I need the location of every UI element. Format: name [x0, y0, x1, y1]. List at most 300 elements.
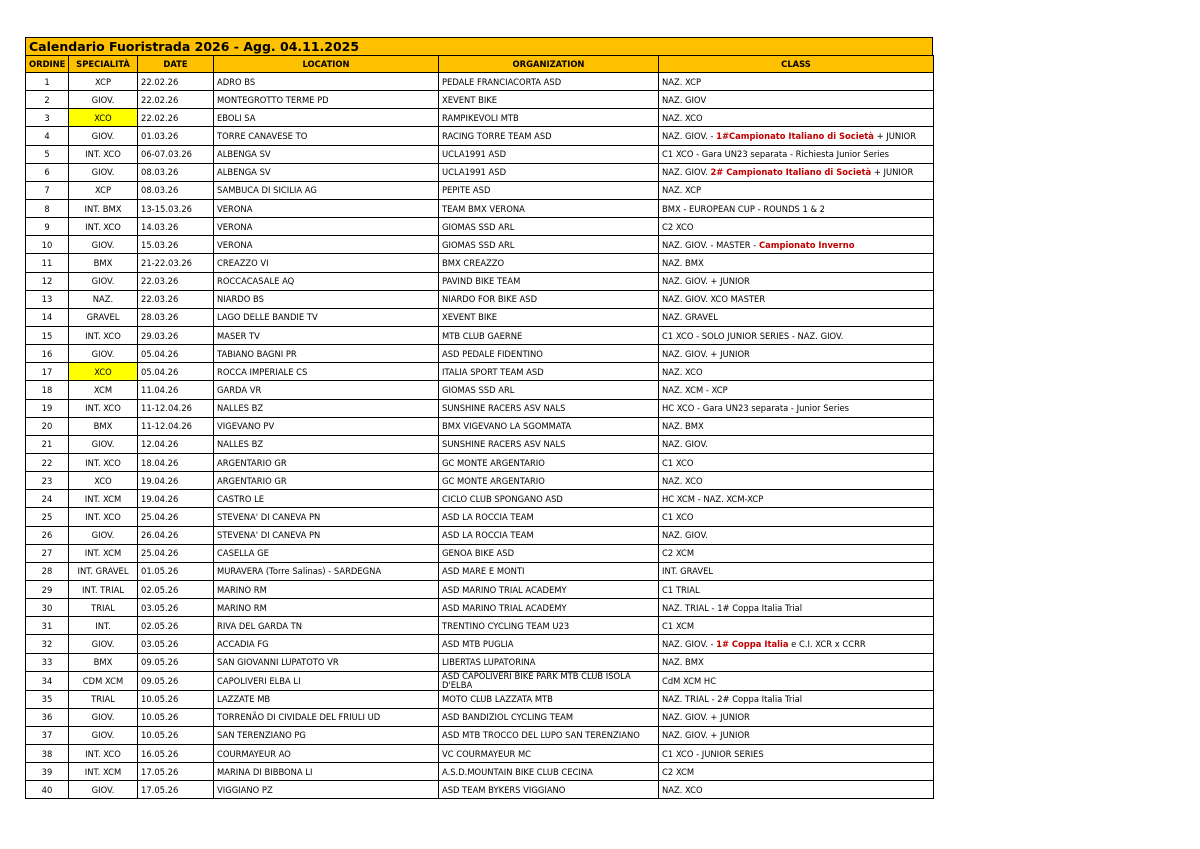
- cell-specialita: INT. BMX: [69, 199, 138, 217]
- cell-ordine: 27: [26, 544, 69, 562]
- cell-location: STEVENA' DI CANEVA PN: [214, 526, 439, 544]
- cell-ordine: 23: [26, 472, 69, 490]
- cell-specialita: INT. XCO: [69, 453, 138, 471]
- table-row: [26, 599, 934, 617]
- cell-location: VERONA: [214, 218, 439, 236]
- cell-location: CASELLA GE: [214, 544, 439, 562]
- table-row: [26, 617, 934, 635]
- cell-class: [659, 708, 934, 726]
- cell-location: TORRE CANAVESE TO: [214, 127, 439, 145]
- cell-specialita: INT. XCO: [69, 218, 138, 236]
- cell-ordine: 16: [26, 345, 69, 363]
- cell-date: 10.05.26: [138, 690, 214, 708]
- table-row: [26, 163, 934, 181]
- class-text: C1 XCO: [662, 457, 694, 468]
- cell-organization: ASD MARE E MONTI: [439, 562, 659, 580]
- cell-organization: UCLA1991 ASD: [439, 163, 659, 181]
- cell-ordine: 4: [26, 127, 69, 145]
- cell-date: 14.03.26: [138, 218, 214, 236]
- cell-class: [659, 435, 934, 453]
- header-row: [26, 56, 934, 73]
- cell-location: ARGENTARIO GR: [214, 453, 439, 471]
- cell-organization: GIOMAS SSD ARL: [439, 381, 659, 399]
- cell-ordine: 22: [26, 453, 69, 471]
- cell-organization: GC MONTE ARGENTARIO: [439, 472, 659, 490]
- cell-specialita: INT. XCM: [69, 763, 138, 781]
- cell-specialita: GIOV.: [69, 127, 138, 145]
- cell-specialita: INT.: [69, 617, 138, 635]
- table-row: [26, 326, 934, 344]
- cell-class: [659, 617, 934, 635]
- table-row: [26, 635, 934, 653]
- cell-date: 28.03.26: [138, 308, 214, 326]
- cell-ordine: 37: [26, 726, 69, 744]
- class-text: NAZ. GIOV. + JUNIOR: [662, 730, 750, 741]
- class-text: NAZ. GIOV.: [662, 530, 708, 541]
- cell-location: ROCCA IMPERIALE CS: [214, 363, 439, 381]
- cell-organization: A.S.D.MOUNTAIN BIKE CLUB CECINA: [439, 763, 659, 781]
- cell-ordine: 29: [26, 580, 69, 598]
- table-row: [26, 73, 934, 91]
- cell-ordine: 28: [26, 562, 69, 580]
- cell-organization: ASD LA ROCCIA TEAM: [439, 508, 659, 526]
- class-text: NAZ. GIOV.: [662, 439, 708, 450]
- table-row: [26, 290, 934, 308]
- cell-organization: GIOMAS SSD ARL: [439, 236, 659, 254]
- class-text: NAZ. BMX: [662, 657, 704, 668]
- cell-ordine: 33: [26, 653, 69, 671]
- cell-class: [659, 381, 934, 399]
- cell-date: 09.05.26: [138, 653, 214, 671]
- cell-location: ROCCACASALE AQ: [214, 272, 439, 290]
- class-text: BMX - EUROPEAN CUP - ROUNDS 1 & 2: [662, 203, 826, 214]
- cell-class: [659, 763, 934, 781]
- cell-class: [659, 163, 934, 181]
- class-text: NAZ. XCO: [662, 475, 703, 486]
- cell-class: [659, 399, 934, 417]
- class-text: + JUNIOR: [871, 167, 914, 178]
- cell-specialita: INT. GRAVEL: [69, 562, 138, 580]
- cell-date: 26.04.26: [138, 526, 214, 544]
- class-text: NAZ. XCO: [662, 112, 703, 123]
- cell-class: [659, 472, 934, 490]
- cell-date: 11.04.26: [138, 381, 214, 399]
- cell-ordine: 2: [26, 91, 69, 109]
- cell-specialita: NAZ.: [69, 290, 138, 308]
- class-text: + JUNIOR: [873, 130, 917, 141]
- cell-class: [659, 653, 934, 671]
- cell-class: [659, 745, 934, 763]
- class-text: C1 XCO: [662, 511, 694, 522]
- table-row: [26, 399, 934, 417]
- header-class: CLASS: [659, 56, 934, 73]
- cell-date: 12.04.26: [138, 435, 214, 453]
- cell-location: VERONA: [214, 236, 439, 254]
- table-row: [26, 708, 934, 726]
- cell-ordine: 32: [26, 635, 69, 653]
- table-row: [26, 690, 934, 708]
- cell-ordine: 9: [26, 218, 69, 236]
- cell-specialita: BMX: [69, 417, 138, 435]
- cell-specialita: GIOV.: [69, 163, 138, 181]
- cell-specialita: GIOV.: [69, 726, 138, 744]
- cell-organization: VC COURMAYEUR MC: [439, 745, 659, 763]
- table-row: [26, 345, 934, 363]
- class-text: C1 XCO - Gara UN23 separata - Richiesta Junior Series: [662, 149, 890, 160]
- cell-class: [659, 109, 934, 127]
- header-organization: ORGANIZATION: [439, 56, 659, 73]
- cell-date: 25.04.26: [138, 508, 214, 526]
- cell-specialita: INT. XCO: [69, 508, 138, 526]
- cell-organization: BMX VIGEVANO LA SGOMMATA: [439, 417, 659, 435]
- cell-ordine: 13: [26, 290, 69, 308]
- cell-ordine: 31: [26, 617, 69, 635]
- cell-organization: GENOA BIKE ASD: [439, 544, 659, 562]
- cell-class: [659, 726, 934, 744]
- class-text: e C.I. XCR x CCRR: [788, 638, 866, 649]
- table-row: [26, 544, 934, 562]
- cell-class: [659, 236, 934, 254]
- cell-organization: ITALIA SPORT TEAM ASD: [439, 363, 659, 381]
- class-text: HC XCO - Gara UN23 separata - Junior Series: [662, 403, 849, 414]
- class-text: NAZ. BMX: [662, 421, 704, 432]
- cell-date: 11-12.04.26: [138, 399, 214, 417]
- table-row: [26, 562, 934, 580]
- cell-location: MURAVERA (Torre Salinas) - SARDEGNA: [214, 562, 439, 580]
- cell-specialita: INT. TRIAL: [69, 580, 138, 598]
- cell-date: 01.03.26: [138, 127, 214, 145]
- class-text: NAZ. GIOV. XCO MASTER: [662, 294, 766, 305]
- header-specialita: SPECIALITÀ: [69, 56, 138, 73]
- cell-location: EBOLI SA: [214, 109, 439, 127]
- cell-organization: LIBERTAS LUPATORINA: [439, 653, 659, 671]
- cell-organization: XEVENT BIKE: [439, 91, 659, 109]
- cell-ordine: 10: [26, 236, 69, 254]
- class-text: NAZ. GIOV. + JUNIOR: [662, 712, 750, 723]
- cell-class: [659, 690, 934, 708]
- cell-organization: ASD LA ROCCIA TEAM: [439, 526, 659, 544]
- cell-date: 22.03.26: [138, 272, 214, 290]
- cell-ordine: 3: [26, 109, 69, 127]
- cell-location: NIARDO BS: [214, 290, 439, 308]
- cell-ordine: 21: [26, 435, 69, 453]
- cell-organization: PAVIND BIKE TEAM: [439, 272, 659, 290]
- cell-ordine: 39: [26, 763, 69, 781]
- cell-date: 09.05.26: [138, 671, 214, 690]
- table-row: [26, 653, 934, 671]
- cell-location: ALBENGA SV: [214, 145, 439, 163]
- cell-location: TORRENÃO DI CIVIDALE DEL FRIULI UD: [214, 708, 439, 726]
- table-row: [26, 671, 934, 690]
- cell-location: VIGGIANO PZ: [214, 781, 439, 799]
- cell-organization: TRENTINO CYCLING TEAM U23: [439, 617, 659, 635]
- class-highlight-text: Campionato Inverno: [758, 239, 855, 250]
- sheet-title: Calendario Fuoristrada 2026 - Agg. 04.11.2025: [25, 37, 933, 55]
- cell-location: MARINO RM: [214, 580, 439, 598]
- cell-specialita: XCM: [69, 381, 138, 399]
- cell-specialita: XCO: [69, 109, 138, 127]
- table-row: [26, 763, 934, 781]
- cell-organization: UCLA1991 ASD: [439, 145, 659, 163]
- cell-ordine: 34: [26, 671, 69, 690]
- cell-ordine: 6: [26, 163, 69, 181]
- class-text: NAZ. GIOV.: [662, 167, 711, 178]
- cell-location: VIGEVANO PV: [214, 417, 439, 435]
- class-text: C2 XCO: [662, 221, 694, 232]
- table-row: [26, 417, 934, 435]
- cell-date: 02.05.26: [138, 617, 214, 635]
- cell-organization: ASD MTB TROCCO DEL LUPO SAN TERENZIANO: [439, 726, 659, 744]
- cell-date: 25.04.26: [138, 544, 214, 562]
- cell-date: 22.02.26: [138, 91, 214, 109]
- table-row: [26, 526, 934, 544]
- cell-organization: ASD MTB PUGLIA: [439, 635, 659, 653]
- cell-date: 18.04.26: [138, 453, 214, 471]
- cell-ordine: 8: [26, 199, 69, 217]
- cell-ordine: 25: [26, 508, 69, 526]
- cell-date: 11-12.04.26: [138, 417, 214, 435]
- class-text: NAZ. XCO: [662, 366, 703, 377]
- cell-class: [659, 308, 934, 326]
- cell-specialita: XCO: [69, 472, 138, 490]
- header-date: DATE: [138, 56, 214, 73]
- cell-ordine: 40: [26, 781, 69, 799]
- cell-ordine: 19: [26, 399, 69, 417]
- table-row: [26, 109, 934, 127]
- cell-location: NALLES BZ: [214, 399, 439, 417]
- cell-date: 19.04.26: [138, 490, 214, 508]
- cell-specialita: BMX: [69, 254, 138, 272]
- cell-class: [659, 562, 934, 580]
- table-row: [26, 218, 934, 236]
- cell-organization: RACING TORRE TEAM ASD: [439, 127, 659, 145]
- cell-organization: SUNSHINE RACERS ASV NALS: [439, 435, 659, 453]
- cell-class: [659, 145, 934, 163]
- class-text: C2 XCM: [662, 766, 695, 777]
- calendar-sheet: [25, 37, 933, 799]
- cell-class: [659, 363, 934, 381]
- cell-date: 17.05.26: [138, 763, 214, 781]
- class-text: NAZ. GIOV. + JUNIOR: [662, 276, 750, 287]
- class-text: NAZ. XCM - XCP: [662, 384, 728, 395]
- table-row: [26, 127, 934, 145]
- cell-date: 22.02.26: [138, 109, 214, 127]
- cell-location: VERONA: [214, 199, 439, 217]
- table-row: [26, 381, 934, 399]
- cell-specialita: GIOV.: [69, 272, 138, 290]
- cell-class: [659, 127, 934, 145]
- cell-class: [659, 599, 934, 617]
- cell-class: [659, 218, 934, 236]
- cell-location: COURMAYEUR AO: [214, 745, 439, 763]
- cell-specialita: GIOV.: [69, 236, 138, 254]
- class-text: NAZ. XCP: [662, 185, 702, 196]
- cell-date: 15.03.26: [138, 236, 214, 254]
- cell-specialita: GIOV.: [69, 526, 138, 544]
- table-row: [26, 745, 934, 763]
- cell-specialita: INT. XCO: [69, 745, 138, 763]
- cell-class: [659, 453, 934, 471]
- class-highlight-text: 2# Campionato Italiano di Società: [710, 167, 872, 178]
- cell-location: ACCADIA FG: [214, 635, 439, 653]
- cell-organization: MOTO CLUB LAZZATA MTB: [439, 690, 659, 708]
- cell-organization: NIARDO FOR BIKE ASD: [439, 290, 659, 308]
- table-row: [26, 145, 934, 163]
- class-text: NAZ. GIOV. -: [662, 638, 717, 649]
- class-text: NAZ. BMX: [662, 257, 704, 268]
- cell-location: SAN TERENZIANO PG: [214, 726, 439, 744]
- cell-date: 03.05.26: [138, 635, 214, 653]
- cell-ordine: 38: [26, 745, 69, 763]
- cell-class: [659, 254, 934, 272]
- cell-location: LAZZATE MB: [214, 690, 439, 708]
- cell-specialita: BMX: [69, 653, 138, 671]
- cell-location: STEVENA' DI CANEVA PN: [214, 508, 439, 526]
- table-row: [26, 580, 934, 598]
- header-location: LOCATION: [214, 56, 439, 73]
- cell-specialita: GIOV.: [69, 345, 138, 363]
- table-row: [26, 308, 934, 326]
- cell-organization: PEDALE FRANCIACORTA ASD: [439, 73, 659, 91]
- cell-organization: ASD BANDIZIOL CYCLING TEAM: [439, 708, 659, 726]
- cell-specialita: INT. XCO: [69, 145, 138, 163]
- table-row: [26, 199, 934, 217]
- cell-date: 13-15.03.26: [138, 199, 214, 217]
- class-text: INT. GRAVEL: [662, 566, 714, 577]
- cell-date: 08.03.26: [138, 163, 214, 181]
- cell-organization: RAMPIKEVOLI MTB: [439, 109, 659, 127]
- cell-ordine: 18: [26, 381, 69, 399]
- cell-specialita: GIOV.: [69, 708, 138, 726]
- cell-class: [659, 91, 934, 109]
- cell-date: 16.05.26: [138, 745, 214, 763]
- cell-date: 03.05.26: [138, 599, 214, 617]
- class-text: NAZ. GIOV. -: [662, 130, 717, 141]
- cell-specialita: XCP: [69, 181, 138, 199]
- cell-organization: GIOMAS SSD ARL: [439, 218, 659, 236]
- cell-class: [659, 490, 934, 508]
- cell-date: 06-07.03.26: [138, 145, 214, 163]
- cell-class: [659, 526, 934, 544]
- table-row: [26, 181, 934, 199]
- cell-location: MARINA DI BIBBONA LI: [214, 763, 439, 781]
- table-row: [26, 472, 934, 490]
- cell-class: [659, 181, 934, 199]
- header-ordine: ORDINE: [26, 56, 69, 73]
- cell-organization: ASD MARINO TRIAL ACADEMY: [439, 599, 659, 617]
- cell-specialita: INT. XCO: [69, 326, 138, 344]
- class-text: NAZ. GIOV: [662, 94, 707, 105]
- class-text: NAZ. GIOV. - MASTER -: [662, 239, 759, 250]
- class-text: NAZ. XCO: [662, 784, 703, 795]
- cell-specialita: INT. XCM: [69, 544, 138, 562]
- cell-class: [659, 345, 934, 363]
- table-row: [26, 726, 934, 744]
- cell-organization: ASD TEAM BYKERS VIGGIANO: [439, 781, 659, 799]
- cell-location: SAN GIOVANNI LUPATOTO VR: [214, 653, 439, 671]
- cell-specialita: INT. XCO: [69, 399, 138, 417]
- cell-organization: MTB CLUB GAERNE: [439, 326, 659, 344]
- class-highlight-text: 1# Coppa Italia: [716, 638, 789, 649]
- cell-location: ALBENGA SV: [214, 163, 439, 181]
- calendar-table: [25, 55, 934, 799]
- cell-date: 02.05.26: [138, 580, 214, 598]
- cell-location: CAPOLIVERI ELBA LI: [214, 671, 439, 690]
- cell-ordine: 14: [26, 308, 69, 326]
- cell-class: [659, 781, 934, 799]
- cell-date: 05.04.26: [138, 345, 214, 363]
- table-row: [26, 781, 934, 799]
- cell-date: 10.05.26: [138, 708, 214, 726]
- cell-ordine: 7: [26, 181, 69, 199]
- cell-ordine: 26: [26, 526, 69, 544]
- cell-location: TABIANO BAGNI PR: [214, 345, 439, 363]
- cell-class: [659, 326, 934, 344]
- cell-specialita: GIOV.: [69, 435, 138, 453]
- cell-date: 08.03.26: [138, 181, 214, 199]
- class-text: C1 XCM: [662, 620, 695, 631]
- cell-organization: ASD CAPOLIVERI BIKE PARK MTB CLUB ISOLA D'ELBA: [439, 671, 659, 690]
- cell-ordine: 36: [26, 708, 69, 726]
- cell-location: MASER TV: [214, 326, 439, 344]
- table-row: [26, 453, 934, 471]
- class-text: NAZ. TRIAL - 2# Coppa Italia Trial: [662, 694, 803, 705]
- cell-specialita: GIOV.: [69, 781, 138, 799]
- cell-class: [659, 290, 934, 308]
- class-text: C2 XCM: [662, 548, 695, 559]
- cell-location: ADRO BS: [214, 73, 439, 91]
- cell-location: ARGENTARIO GR: [214, 472, 439, 490]
- cell-date: 10.05.26: [138, 726, 214, 744]
- class-text: CdM XCM HC: [662, 675, 717, 686]
- class-text: HC XCM - NAZ. XCM-XCP: [662, 493, 764, 504]
- class-text: C1 TRIAL: [662, 584, 700, 595]
- cell-specialita: INT. XCM: [69, 490, 138, 508]
- table-body: [26, 73, 934, 799]
- table-row: [26, 363, 934, 381]
- cell-class: [659, 199, 934, 217]
- cell-date: 05.04.26: [138, 363, 214, 381]
- cell-specialita: XCP: [69, 73, 138, 91]
- cell-ordine: 15: [26, 326, 69, 344]
- table-row: [26, 254, 934, 272]
- cell-organization: CICLO CLUB SPONGANO ASD: [439, 490, 659, 508]
- cell-organization: SUNSHINE RACERS ASV NALS: [439, 399, 659, 417]
- cell-location: CREAZZO VI: [214, 254, 439, 272]
- cell-date: 17.05.26: [138, 781, 214, 799]
- cell-location: SAMBUCA DI SICILIA AG: [214, 181, 439, 199]
- cell-specialita: GIOV.: [69, 91, 138, 109]
- cell-location: MONTEGROTTO TERME PD: [214, 91, 439, 109]
- cell-class: [659, 635, 934, 653]
- cell-specialita: CDM XCM: [69, 671, 138, 690]
- cell-location: RIVA DEL GARDA TN: [214, 617, 439, 635]
- cell-class: [659, 544, 934, 562]
- class-text: C1 XCO - JUNIOR SERIES: [662, 748, 764, 759]
- cell-organization: ASD PEDALE FIDENTINO: [439, 345, 659, 363]
- cell-specialita: XCO: [69, 363, 138, 381]
- table-row: [26, 91, 934, 109]
- cell-date: 01.05.26: [138, 562, 214, 580]
- cell-date: 21-22.03.26: [138, 254, 214, 272]
- cell-organization: PEPITE ASD: [439, 181, 659, 199]
- cell-class: [659, 580, 934, 598]
- cell-organization: XEVENT BIKE: [439, 308, 659, 326]
- table-row: [26, 272, 934, 290]
- table-row: [26, 490, 934, 508]
- class-highlight-text: 1#Campionato Italiano di Società: [716, 130, 874, 141]
- cell-class: [659, 272, 934, 290]
